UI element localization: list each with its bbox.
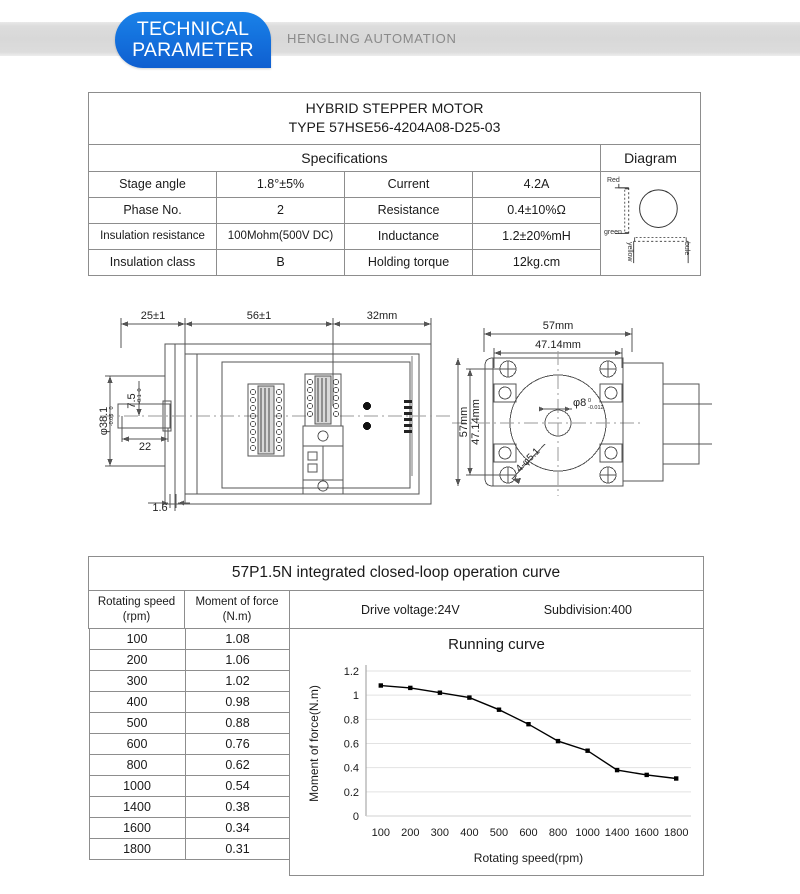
table-row [89, 734, 290, 755]
chart-ytick-label: 1 [352, 690, 359, 703]
wiring-diagram-cell [601, 171, 701, 275]
dim-flange-diameter: φ38.1 [98, 406, 110, 436]
operation-curve-table [88, 556, 704, 876]
table-row [89, 755, 290, 776]
curve-header-row [89, 591, 704, 629]
wire-label-blue: bule [683, 241, 691, 255]
dim-shaft-flat: 22 [138, 441, 152, 453]
spec-label-phase-no: Phase No. [89, 197, 217, 223]
chart-xtick-label: 1400 [604, 827, 630, 839]
wire-label-green: green [603, 229, 622, 237]
chart-y-axis-label: Moment of force(N.m) [307, 685, 321, 802]
curve-title-row [89, 557, 704, 591]
specification-table [88, 92, 701, 276]
table-row [89, 629, 290, 650]
brand-name: HENGLING AUTOMATION [287, 31, 457, 46]
chart-xtick-label: 200 [401, 827, 420, 839]
condition-subdivision: Subdivision:400 [543, 602, 632, 617]
table-row [89, 671, 290, 692]
cell-rotating-speed: 1400 [89, 797, 185, 818]
spec-value-holding-torque: 12kg.cm [473, 249, 601, 275]
badge-line-1: TECHNICAL [136, 18, 250, 41]
spec-title-row [89, 93, 701, 145]
table-row [89, 713, 290, 734]
spec-value-insulation-class: B [217, 249, 345, 275]
cell-moment-of-force: 0.54 [185, 776, 290, 797]
chart-xtick-label: 800 [548, 827, 568, 839]
running-curve-chart [290, 629, 703, 875]
column-header-moment-of-force [185, 591, 290, 629]
chart-ytick-label: 0.6 [343, 738, 359, 751]
cell-rotating-speed: 1000 [89, 776, 185, 797]
cell-moment-of-force: 0.38 [185, 797, 290, 818]
wiring-diagram [601, 172, 700, 274]
wire-label-red: Red [606, 177, 620, 185]
cell-moment-of-force: 1.08 [185, 629, 290, 650]
condition-drive-voltage: Drive voltage:24V [361, 602, 460, 617]
column-header-rotating-speed [89, 591, 185, 629]
dim-shaft-diameter-tolerance: 0 [137, 388, 143, 392]
chart-data-point [585, 749, 589, 753]
mechanical-drawing-svg [0, 296, 800, 546]
dim-output-shaft-tol-lower: -0.012 [588, 405, 604, 411]
table-row [89, 650, 290, 671]
chart-ytick-label: 0.4 [343, 762, 359, 775]
chart-data-point [467, 695, 471, 699]
dim-face-width: 57mm [542, 320, 574, 332]
table-row [89, 797, 290, 818]
chart-data-point [615, 768, 619, 772]
chart-data-point [526, 722, 530, 726]
chart-ytick-label: 0.8 [343, 714, 359, 727]
cell-rotating-speed: 1600 [89, 818, 185, 839]
curve-data-table [89, 628, 291, 860]
spec-section-row [89, 144, 701, 171]
dim-body-length: 56±1 [246, 310, 272, 322]
spec-label-insulation-resistance: Insulation resistance [89, 223, 217, 249]
chart-x-axis-label: Rotating speed(rpm) [473, 851, 584, 865]
specifications-header: Specifications [89, 144, 601, 171]
dim-shaft-diameter: 7.5 [126, 393, 138, 409]
mechanical-drawing-area [0, 296, 800, 546]
chart-xtick-label: 500 [489, 827, 509, 839]
badge-line-2: PARAMETER [132, 39, 254, 61]
cell-rotating-speed: 400 [89, 692, 185, 713]
cell-rotating-speed: 100 [89, 629, 185, 650]
motor-title-line2: TYPE 57HSE56-4204A08-D25-03 [288, 118, 501, 135]
chart-title: Running curve [448, 636, 545, 653]
table-row [89, 692, 290, 713]
running-curve-svg [290, 629, 703, 872]
technical-parameter-badge [115, 12, 271, 68]
chart-xtick-label: 400 [460, 827, 479, 839]
cell-rotating-speed: 200 [89, 650, 185, 671]
cell-moment-of-force: 0.31 [185, 839, 290, 860]
test-conditions-cell [290, 591, 704, 629]
chart-xtick-label: 600 [519, 827, 538, 839]
cell-moment-of-force: 0.98 [185, 692, 290, 713]
cell-rotating-speed: 300 [89, 671, 185, 692]
column-header-speed-line1: Rotating speed [97, 596, 176, 609]
chart-data-point [497, 708, 501, 712]
spec-label-insulation-class: Insulation class [89, 249, 217, 275]
table-row [89, 818, 290, 839]
chart-ytick-label: 0 [352, 811, 359, 823]
cell-moment-of-force: 0.76 [185, 734, 290, 755]
spec-label-inductance: Inductance [345, 223, 473, 249]
cell-moment-of-force: 0.88 [185, 713, 290, 734]
spec-value-resistance: 0.4±10%Ω [473, 197, 601, 223]
curve-body-row [89, 629, 704, 876]
dim-bolt-circle-vertical: 47.14mm [470, 399, 482, 445]
chart-ytick-label: 1.2 [343, 666, 359, 678]
column-header-moment-line2: (N.m) [222, 610, 252, 623]
dim-bolt-circle-horizontal: 47.14mm [535, 339, 581, 351]
chart-xtick-label: 1000 [575, 827, 600, 839]
dim-shaft-diameter-tolerance-lower: -0.1 [137, 394, 143, 404]
dim-flange-diameter-tolerance-lower: -0.05 [109, 413, 115, 427]
column-header-speed-line2: (rpm) [122, 610, 151, 623]
wiring-diagram-svg [601, 172, 700, 271]
cell-rotating-speed: 500 [89, 713, 185, 734]
running-curve-chart-cell [290, 629, 704, 876]
spec-value-insulation-resistance: 100Mohm(500V DC) [217, 223, 345, 249]
cell-rotating-speed: 800 [89, 755, 185, 776]
chart-ytick-label: 0.2 [343, 786, 359, 799]
wire-label-yellow: yellow [625, 241, 633, 262]
cell-moment-of-force: 0.62 [185, 755, 290, 776]
dim-shaft-length: 25±1 [140, 310, 166, 322]
cell-moment-of-force: 1.02 [185, 671, 290, 692]
curve-title: 57P1.5N integrated closed-loop operation curve [89, 557, 704, 591]
chart-data-point [438, 691, 442, 695]
cell-rotating-speed: 1800 [89, 839, 185, 860]
spec-label-resistance: Resistance [345, 197, 473, 223]
spec-value-phase-no: 2 [217, 197, 345, 223]
chart-xtick-label: 1800 [663, 827, 689, 839]
cell-moment-of-force: 0.34 [185, 818, 290, 839]
chart-data-point [379, 683, 383, 687]
chart-xtick-label: 300 [430, 827, 450, 839]
chart-xtick-label: 100 [371, 827, 390, 839]
page-header [0, 0, 800, 78]
spec-value-inductance: 1.2±20%mH [473, 223, 601, 249]
dim-rear-length: 32mm [366, 310, 398, 322]
chart-data-point [674, 776, 678, 780]
dim-flange-thickness: 1.6 [152, 502, 168, 514]
spec-value-current: 4.2A [473, 171, 601, 197]
chart-xtick-label: 1600 [634, 827, 659, 839]
chart-data-point [645, 773, 649, 777]
dim-face-height: 57mm [458, 406, 470, 438]
dim-flange-diameter-tolerance: 0 [109, 406, 115, 410]
spec-label-holding-torque: Holding torque [345, 249, 473, 275]
table-row [89, 839, 290, 860]
cell-rotating-speed: 600 [89, 734, 185, 755]
chart-data-point [408, 686, 412, 690]
motor-title-line1: HYBRID STEPPER MOTOR [305, 100, 484, 116]
table-row [89, 776, 290, 797]
chart-data-point [556, 739, 560, 743]
spec-value-stage-angle: 1.8°±5% [217, 171, 345, 197]
cell-moment-of-force: 1.06 [185, 650, 290, 671]
diagram-header: Diagram [601, 144, 701, 171]
dim-mounting-holes: 4-φ5.1 [513, 445, 543, 475]
column-header-moment-line1: Moment of force [195, 596, 279, 609]
dim-output-shaft-tol-upper: 0 [588, 398, 592, 404]
dim-output-shaft: φ8 [573, 397, 587, 409]
motor-title-cell [89, 93, 701, 145]
table-row [89, 171, 701, 197]
spec-label-current: Current [345, 171, 473, 197]
spec-label-stage-angle: Stage angle [89, 171, 217, 197]
